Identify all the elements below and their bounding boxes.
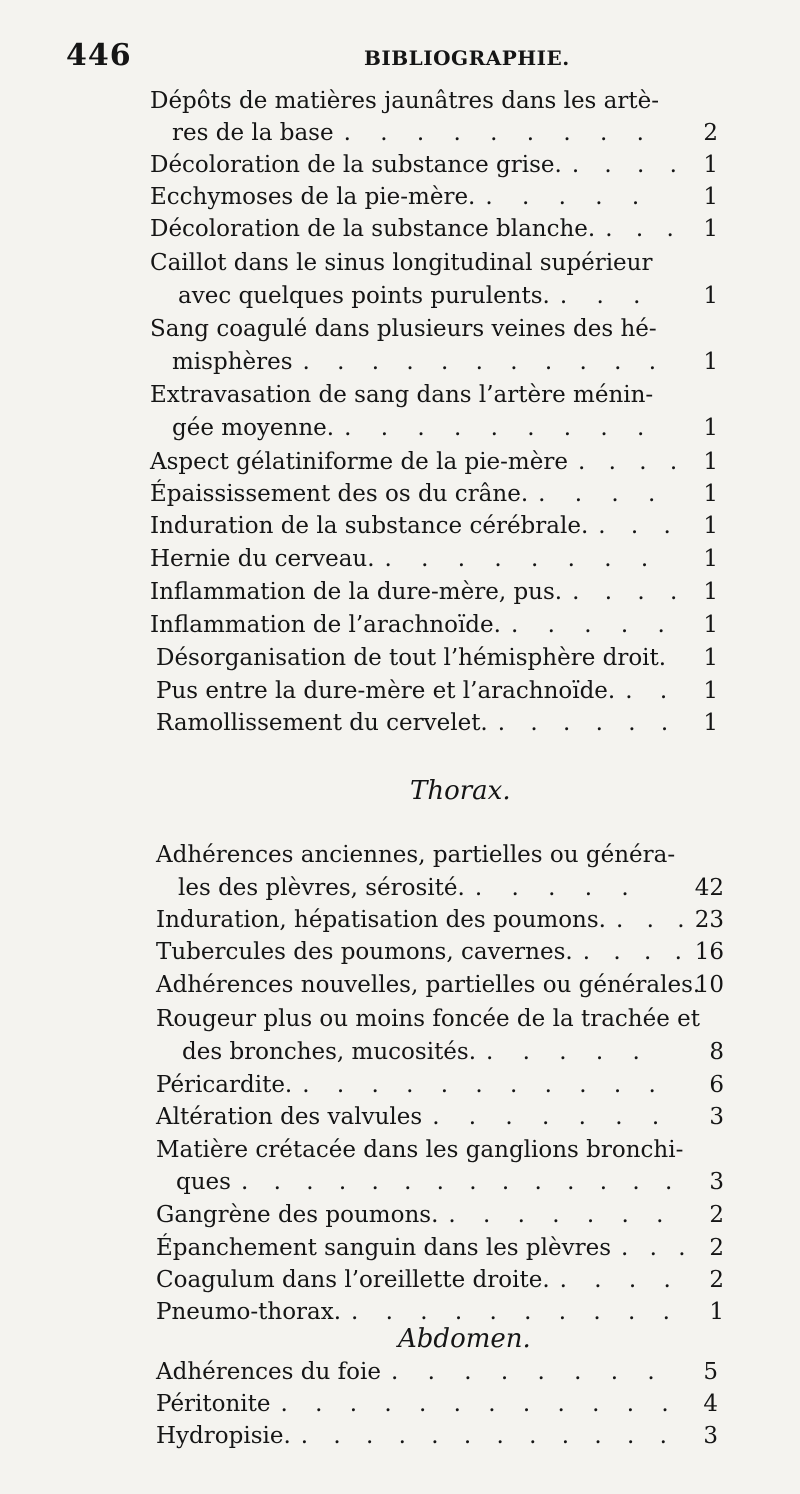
entry-count: 1: [703, 481, 718, 507]
list-item: [172, 349, 718, 383]
entry-label: Ecchymoses de la pie-mère.: [150, 184, 476, 210]
entry-count: 2: [709, 1202, 724, 1228]
list-item: [156, 1202, 724, 1236]
leader-dots: . . .: [605, 216, 682, 242]
list-item: [156, 1391, 718, 1425]
entry-count: 1: [703, 415, 718, 441]
leader-dots: . . . .: [572, 579, 687, 605]
leader-dots: . . . . . .: [497, 710, 678, 736]
entry-label: Pneumo-thorax.: [156, 1299, 342, 1325]
entry-count: 1: [703, 513, 718, 539]
list-item: [150, 579, 718, 613]
entry-count: 1: [703, 645, 718, 671]
list-item: [150, 449, 718, 483]
entry-count: 1: [703, 710, 718, 736]
entry-label: avec quelques points purulents.: [178, 283, 550, 309]
list-item: [156, 907, 724, 941]
leader-dots: . . . . . . . . . . . . . .: [240, 1169, 682, 1195]
entry-count: 42: [694, 875, 724, 901]
leader-dots: . . .: [559, 283, 652, 309]
leader-dots: . . . . . . . . . . . .: [300, 1423, 676, 1449]
entry-count: 3: [709, 1104, 724, 1130]
entry-label: Adhérences anciennes, partielles ou généra-: [156, 842, 676, 868]
entry-label: Caillot dans le sinus longitudinal supérieur: [150, 250, 653, 276]
leader-dots: . . . . . . . . . . .: [302, 349, 667, 375]
entry-count: 1: [703, 184, 718, 210]
leader-dots: . . . .: [577, 449, 686, 475]
entry-label: Épanchement sanguin dans les plèvres: [156, 1235, 612, 1261]
leader-dots: . . . .: [571, 152, 686, 178]
entry-label: gée moyenne.: [172, 415, 335, 441]
entry-label: Sang coagulé dans plusieurs veines des hé-: [150, 316, 657, 342]
entry-count: 5: [703, 1359, 718, 1385]
entry-count: 2: [709, 1267, 724, 1293]
leader-dots: . . . . .: [486, 1039, 651, 1065]
entry-label: Induration de la substance cérébrale.: [150, 513, 589, 539]
entry-count: 1: [703, 546, 718, 572]
leader-dots: . . . . .: [510, 612, 676, 638]
entry-count: 1: [703, 216, 718, 242]
list-item: [150, 250, 718, 284]
entry-count: 4: [703, 1391, 718, 1417]
leader-dots: . . . . . . . . . . . .: [280, 1391, 679, 1417]
list-item: [156, 678, 718, 712]
entry-label: Désorganisation de tout l’hémisphère droit.: [156, 645, 667, 671]
list-item: [172, 415, 718, 449]
list-item: [156, 842, 724, 876]
list-item: [178, 283, 718, 317]
entry-label: res de la base: [172, 120, 334, 146]
list-item: [156, 1006, 724, 1040]
entry-count: 3: [709, 1169, 724, 1195]
entry-count: 2: [703, 120, 718, 146]
entry-label: Rougeur plus ou moins foncée de la trachée et: [156, 1006, 700, 1032]
leader-dots: . . . . . . . .: [384, 546, 660, 572]
page-header: [66, 38, 676, 78]
entry-label: Adhérences du foie: [156, 1359, 381, 1385]
entry-count: 16: [694, 939, 724, 965]
leader-dots: . . . . . . . . .: [343, 120, 655, 146]
list-item: [150, 152, 718, 186]
entry-count: 2: [709, 1235, 724, 1261]
list-item: [182, 1039, 724, 1073]
entry-label: Épaississement des os du crâne.: [150, 481, 529, 507]
list-item: [150, 612, 718, 646]
entry-count: 1: [703, 349, 718, 375]
entry-count: 1: [703, 579, 718, 605]
leader-dots: . . .: [598, 513, 680, 539]
page-number: 446: [66, 38, 132, 73]
list-item: [156, 1072, 724, 1106]
entry-label: Gangrène des poumons.: [156, 1202, 439, 1228]
entry-label: Ramollissement du cervelet.: [156, 710, 488, 736]
entry-count: 10: [694, 972, 724, 998]
leader-dots: . . . . . . . . . .: [351, 1299, 680, 1325]
entry-label: les des plèvres, sérosité.: [178, 875, 465, 901]
entry-label: Induration, hépatisation des poumons.: [156, 907, 606, 933]
entry-label: Extravasation de sang dans l’artère ménin-: [150, 382, 654, 408]
list-item: [156, 710, 718, 744]
entry-label: Hernie du cerveau.: [150, 546, 375, 572]
leader-dots: . . . . . . . .: [390, 1359, 666, 1385]
list-item: [156, 1235, 724, 1269]
entry-label: misphères: [172, 349, 293, 375]
entry-count: 6: [709, 1072, 724, 1098]
entry-count: 23: [694, 907, 724, 933]
section-title-thorax: Thorax.: [410, 776, 511, 806]
leader-dots: . . . . .: [485, 184, 651, 210]
leader-dots: . . . . .: [474, 875, 640, 901]
list-item: [172, 120, 718, 154]
leader-dots: . . . .: [559, 1267, 681, 1293]
leader-dots: . . . . . . . . .: [344, 415, 656, 441]
list-item: [156, 939, 724, 973]
leader-dots: . . . .: [538, 481, 667, 507]
list-item: [156, 645, 718, 679]
leader-dots: . . . .: [582, 939, 690, 965]
entry-label: Inflammation de l’arachnoïde.: [150, 612, 501, 638]
entry-label: Péritonite: [156, 1391, 271, 1417]
entry-count: 3: [703, 1423, 718, 1449]
entry-label: Inflammation de la dure-mère, pus.: [150, 579, 563, 605]
entry-count: 1: [703, 678, 718, 704]
entry-count: 8: [709, 1039, 724, 1065]
section-title-abdomen: Abdomen.: [398, 1324, 531, 1354]
list-item: [150, 382, 718, 416]
entry-label: Coagulum dans l’oreillette droite.: [156, 1267, 550, 1293]
running-head: BIBLIOGRAPHIE.: [364, 46, 570, 70]
list-item: [150, 513, 718, 547]
leader-dots: . . .: [615, 907, 693, 933]
entry-label: Pus entre la dure-mère et l’arachnoïde.: [156, 678, 616, 704]
leader-dots: . . . . . . .: [448, 1202, 674, 1228]
entry-count: 1: [703, 283, 718, 309]
entry-label: Altération des valvules: [156, 1104, 423, 1130]
list-item: [156, 1104, 724, 1138]
list-item: [150, 481, 718, 515]
entry-label: Hydropisie.: [156, 1423, 291, 1449]
leader-dots: . . .: [621, 1235, 693, 1261]
entry-label: Décoloration de la substance blanche.: [150, 216, 596, 242]
entry-count: 1: [709, 1299, 724, 1325]
entry-count: 1: [703, 612, 718, 638]
list-item: [178, 875, 724, 909]
entry-count: 1: [703, 449, 718, 475]
list-item: [156, 972, 724, 1006]
list-item: [150, 88, 718, 122]
entry-label: ques: [176, 1169, 231, 1195]
list-item: [156, 1359, 718, 1393]
entry-label: des bronches, mucosités.: [182, 1039, 477, 1065]
entry-label: Tubercules des poumons, cavernes.: [156, 939, 573, 965]
entry-label: Adhérences nouvelles, partielles ou générales.: [156, 972, 701, 998]
leader-dots: . . . . . . .: [432, 1104, 671, 1130]
leader-dots: . .: [625, 678, 678, 704]
entry-label: Décoloration de la substance grise.: [150, 152, 562, 178]
list-item: [150, 546, 718, 580]
entry-count: 1: [703, 152, 718, 178]
list-item: [156, 1267, 724, 1301]
list-item: [156, 1423, 718, 1457]
list-item: [150, 184, 718, 218]
list-item: [150, 216, 718, 250]
entry-label: Péricardite.: [156, 1072, 293, 1098]
list-item: [156, 1137, 724, 1171]
list-item: [176, 1169, 724, 1203]
entry-label: Matière crétacée dans les ganglions bronchi-: [156, 1137, 684, 1163]
entry-label: Aspect gélatiniforme de la pie-mère: [150, 449, 568, 475]
leader-dots: . . . . . . . . . . .: [302, 1072, 666, 1098]
list-item: [150, 316, 718, 350]
entry-label: Dépôts de matières jaunâtres dans les artè-: [150, 88, 659, 114]
